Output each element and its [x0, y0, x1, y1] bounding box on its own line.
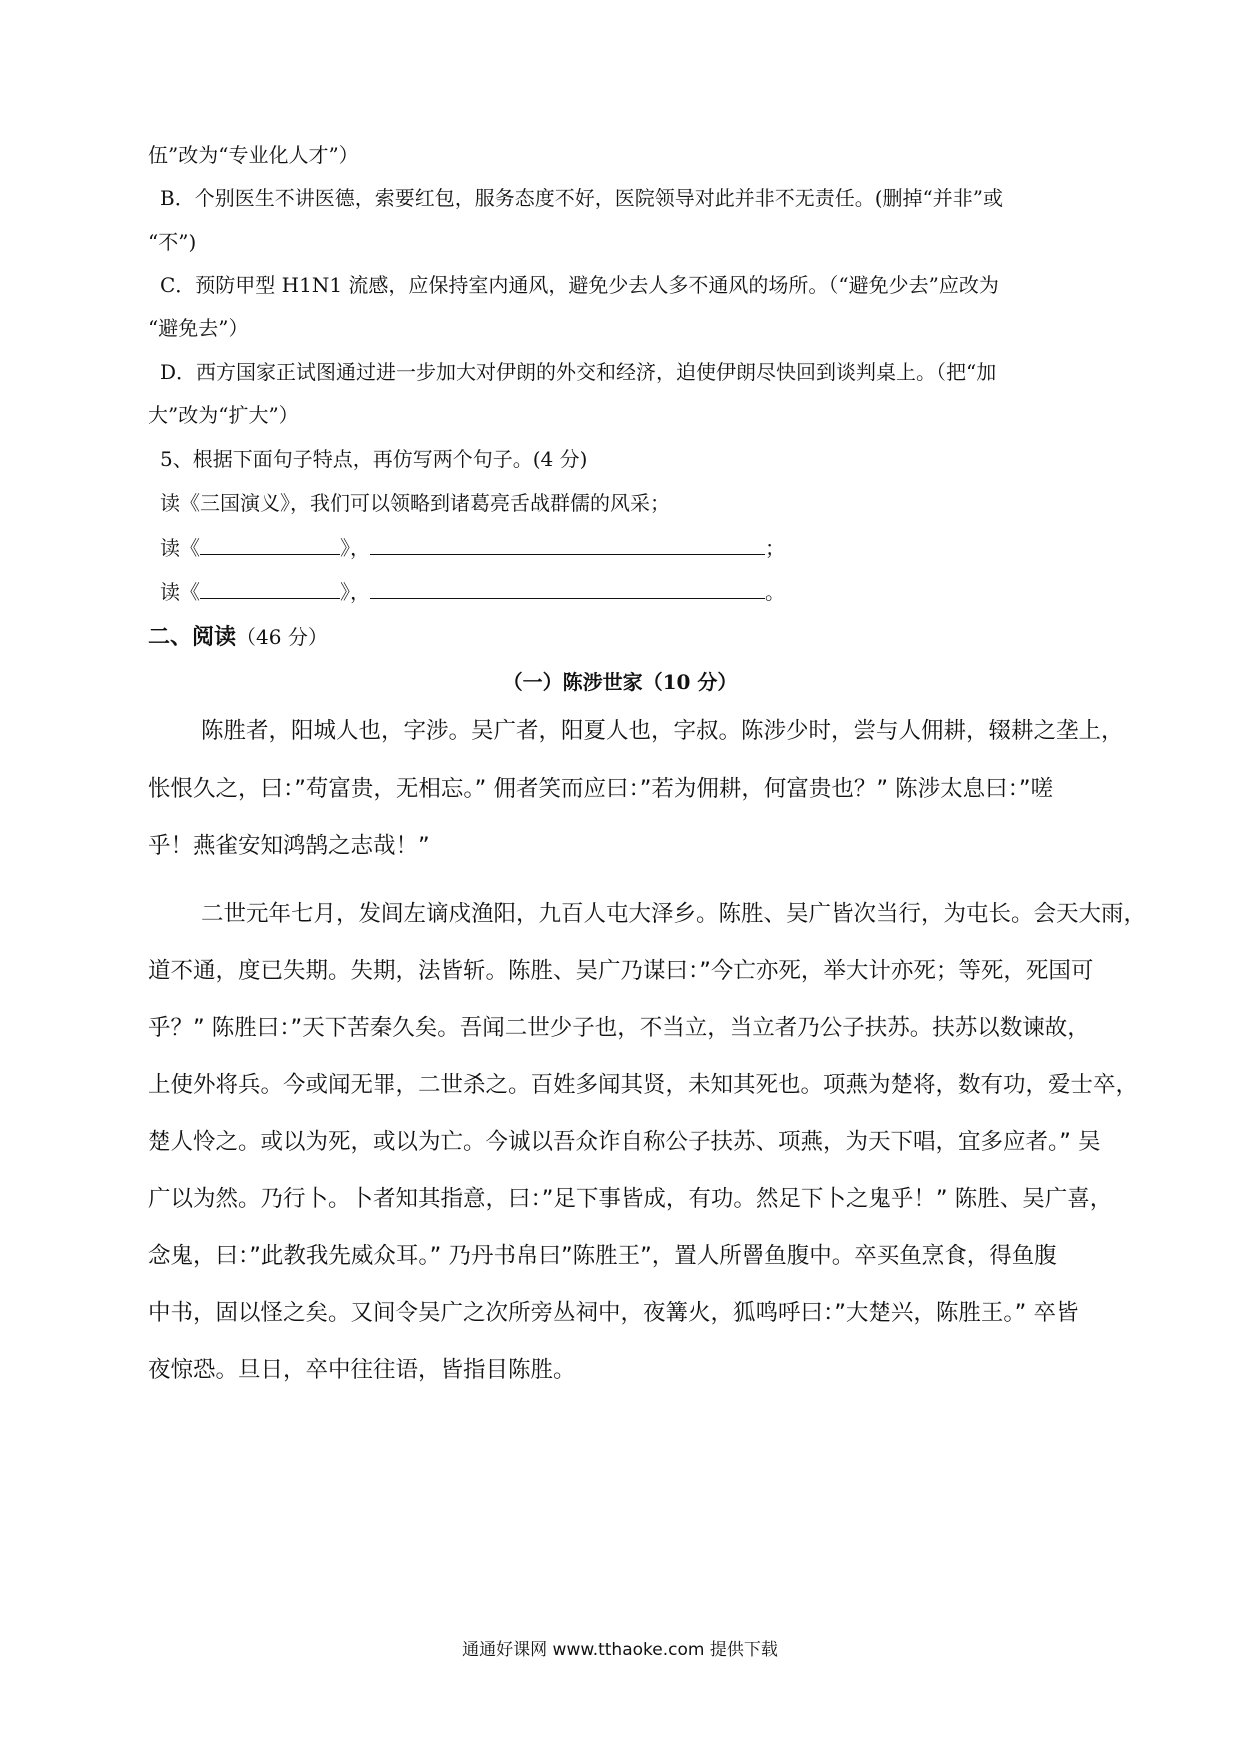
option-d-line-1: D．西方国家正试图通过进一步加大对伊朗的外交和经济，迫使伊朗尽快回到谈判桌上。（把“加 [160, 360, 997, 384]
passage-line: 楚人怜之。或以为死，或以为亡。今诚以吾众诈自称公子扶苏、项燕，为天下唱，宜多应者。” 吴 [148, 1129, 1101, 1155]
section-2-heading [148, 623, 328, 651]
option-c-line-2: “避免去”） [148, 316, 249, 340]
blank-prefix: 读《 [160, 536, 200, 560]
blank-mid: 》， [340, 580, 370, 604]
passage-line: 广以为然。乃行卜。卜者知其指意，曰：”足下事皆成，有功。然足下卜之鬼乎！” 陈胜、吴广喜， [148, 1186, 1113, 1212]
blank-prefix: 读《 [160, 580, 200, 604]
option-a-continuation: 伍”改为“专业化人才”） [148, 143, 359, 167]
passage-line: 道不通，度已失期。失期，法皆斩。陈胜、吴广乃谋曰：”今亡亦死，举大计亦死；等死，死国可 [148, 958, 1094, 984]
passage-line: 乎！燕雀安知鸿鹄之志哉！” [148, 833, 430, 859]
page-footer: 通通好课网 www.tthaoke.com 提供下载 [462, 1640, 778, 1660]
question-5-prompt: 5、根据下面句子特点，再仿写两个句子。(4 分) [160, 447, 588, 471]
option-b-line-2: “不”) [148, 230, 197, 254]
section-2-title: 二、阅读 [148, 624, 237, 650]
passage-line: 二世元年七月，发闾左谪戍渔阳，九百人屯大泽乡。陈胜、吴广皆次当行，为屯长。会天大雨， [201, 901, 1147, 927]
sentence-blank-2[interactable] [370, 578, 765, 599]
book-title-blank-1[interactable] [200, 534, 340, 555]
passage-subheading: （一）陈涉世家（10 分） [502, 670, 738, 694]
option-d-line-2: 大”改为“扩大”） [148, 403, 299, 427]
option-b-line-1: B．个别医生不讲医德，索要红包，服务态度不好，医院领导对此并非不无责任。(删掉“并非”或 [160, 186, 1003, 210]
passage-line: 陈胜者，阳城人也，字涉。吴广者，阳夏人也，字叔。陈涉少时，尝与人佣耕，辍耕之垄上， [201, 718, 1124, 744]
passage-line: 乎？” 陈胜曰：”天下苦秦久矣。吾闻二世少子也，不当立，当立者乃公子扶苏。扶苏以数谏故， [148, 1015, 1090, 1041]
question-5-blank-line-2 [160, 578, 785, 606]
passage-line: 念鬼，曰：”此教我先威众耳。” 乃丹书帛曰”陈胜王”，置人所罾鱼腹中。卒买鱼烹食，得鱼腹 [148, 1243, 1057, 1269]
question-5-example: 读《三国演义》，我们可以领略到诸葛亮舌战群儒的风采； [160, 491, 670, 515]
blank-mid: 》， [340, 536, 370, 560]
passage-line: 中书，固以怪之矣。又间令吴广之次所旁丛祠中，夜篝火，狐鸣呼曰：”大楚兴，陈胜王。” 卒皆 [148, 1300, 1079, 1326]
passage-line: 夜惊恐。旦日，卒中往往语，皆指目陈胜。 [148, 1357, 576, 1383]
sentence-blank-1[interactable] [370, 534, 765, 555]
passage-line: 上使外将兵。今或闻无罪，二世杀之。百姓多闻其贤，未知其死也。项燕为楚将，数有功，爱士卒， [148, 1072, 1139, 1098]
book-title-blank-2[interactable] [200, 578, 340, 599]
blank-end-2: 。 [765, 580, 785, 604]
option-c-line-1: C．预防甲型 H1N1 流感，应保持室内通风，避免少去人多不通风的场所。（“避免少去”应改为 [160, 273, 999, 297]
passage-line: 怅恨久之，曰：”苟富贵，无相忘。” 佣者笑而应曰：”若为佣耕，何富贵也？” 陈涉太息曰：”嗟 [148, 776, 1054, 802]
blank-end-1: ； [765, 536, 785, 560]
question-5-blank-line-1 [160, 534, 785, 562]
section-2-score: （46 分） [236, 625, 328, 649]
